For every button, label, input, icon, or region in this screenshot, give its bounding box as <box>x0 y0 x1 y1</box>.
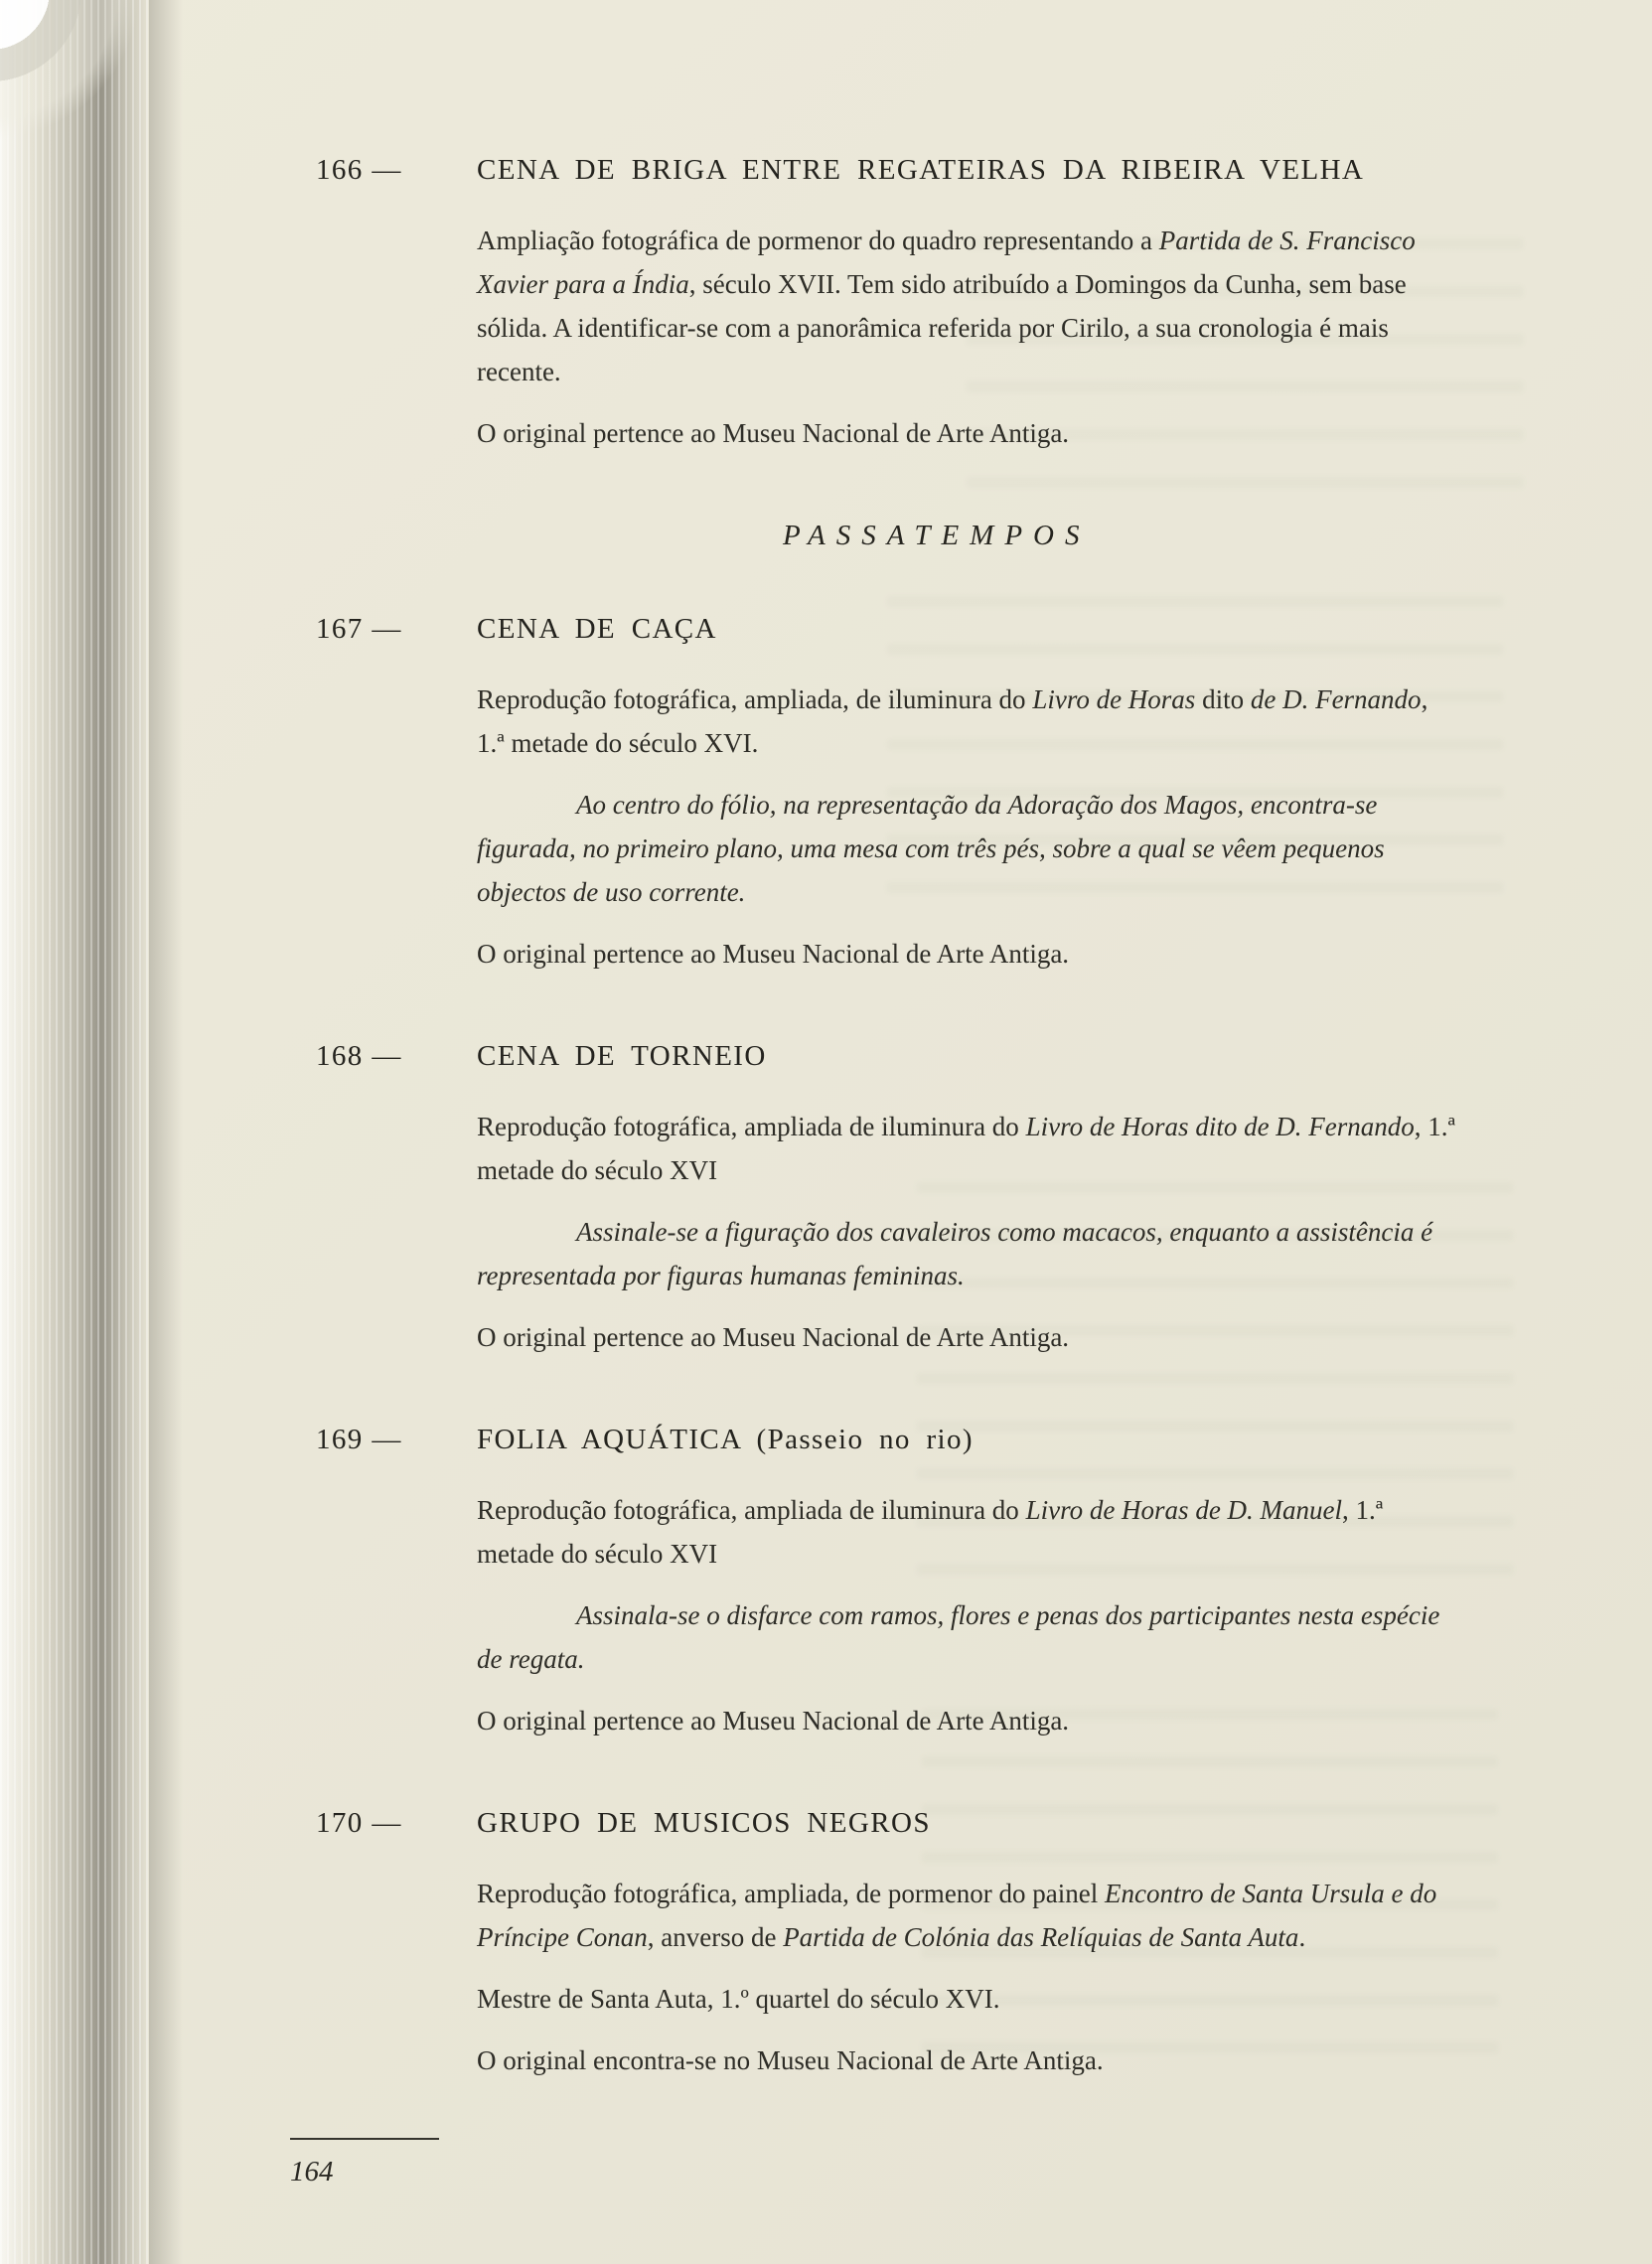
entry-title: CENA DE BRIGA ENTRE REGATEIRAS DA RIBEIRA VELHA <box>477 154 1365 186</box>
entry-title: CENA DE CAÇA <box>477 613 717 645</box>
text-run: Reprodução fotográfica, ampliada de iluminura do <box>477 1112 1026 1141</box>
text-run: O original pertence ao Museu Nacional de Arte Antiga. <box>477 1706 1070 1736</box>
entry-heading <box>316 608 1533 650</box>
entry-title: GRUPO DE MUSICOS NEGROS <box>477 1807 931 1839</box>
text-run: de D. Fernando <box>1250 684 1422 714</box>
text-run: Assinale-se a figuração dos cavaleiros como macacos, enquanto a assistência é representada por figuras humanas femininas. <box>477 1217 1433 1290</box>
text-run: Assinala-se o disfarce com ramos, flores e penas dos participantes nesta espécie de regata. <box>477 1600 1440 1674</box>
entry-number: 169 — <box>316 1424 402 1455</box>
text-run: dito <box>1195 684 1251 714</box>
text-run: , 1.ª metade do século XVI. <box>477 684 1428 758</box>
text-run: Ao centro do fólio, na representação da Adoração dos Magos, encontra-se figurada, no primeiro plano, uma mesa com três pés, sobre a qual se vêem pequenos objectos de uso corrente. <box>477 790 1385 907</box>
entry-title: CENA DE TORNEIO <box>477 1040 767 1072</box>
catalog-entry <box>316 1035 1533 1359</box>
text-run: Reprodução fotográfica, ampliada de iluminura do <box>477 1495 1026 1525</box>
text-run: Partida de S. Francisco Xavier para a Índia <box>477 226 1416 299</box>
entry-paragraph <box>477 1315 1460 1359</box>
entry-heading <box>316 1419 1533 1460</box>
text-run: Mestre de Santa Auta, 1.º quartel do século XVI. <box>477 1984 1000 2014</box>
catalog-entry <box>316 149 1533 455</box>
text-run: . <box>1298 1922 1306 1952</box>
text-run: , anverso de <box>647 1922 784 1952</box>
catalog-entry <box>316 1419 1533 1742</box>
entry-paragraph <box>477 1105 1460 1192</box>
section-heading: PASSATEMPOS <box>783 520 1091 551</box>
text-run: Livro de Horas <box>1032 684 1196 714</box>
entry-number: 166 — <box>316 154 402 186</box>
entry-note-paragraph <box>477 783 1460 914</box>
entry-number: 167 — <box>316 613 402 645</box>
entry-title: FOLIA AQUÁTICA (Passeio no rio) <box>477 1424 974 1455</box>
catalog-entry <box>316 608 1533 976</box>
entry-paragraph <box>477 2038 1460 2082</box>
entry-paragraph <box>477 1977 1460 2021</box>
page-footer <box>290 2138 439 2189</box>
entry-note-paragraph <box>477 1593 1460 1681</box>
text-run: Encontro de Santa Ursula e do Príncipe Conan <box>477 1879 1437 1952</box>
entry-paragraph <box>477 411 1460 455</box>
page-number: 164 <box>290 2156 334 2188</box>
entry-paragraph <box>477 678 1460 765</box>
text-run: Reprodução fotográfica, ampliada, de pormenor do painel <box>477 1879 1106 1908</box>
entry-heading <box>316 1035 1533 1077</box>
text-run: , 1.ª metade do século XVI <box>477 1495 1384 1569</box>
entry-paragraph <box>477 219 1460 393</box>
text-run: Livro de Horas dito de D. Fernando <box>1025 1112 1415 1141</box>
entry-paragraph <box>477 932 1460 976</box>
entry-heading <box>316 149 1533 191</box>
text-run: O original encontra-se no Museu Nacional de Arte Antiga. <box>477 2045 1104 2075</box>
text-run: O original pertence ao Museu Nacional de Arte Antiga. <box>477 939 1070 969</box>
entry-paragraph <box>477 1488 1460 1576</box>
entry-number: 168 — <box>316 1040 402 1072</box>
text-run: O original pertence ao Museu Nacional de Arte Antiga. <box>477 1322 1070 1352</box>
text-run: , 1.ª metade do século XVI <box>477 1112 1455 1185</box>
text-run: Reprodução fotográfica, ampliada, de iluminura do <box>477 684 1033 714</box>
entry-number: 170 — <box>316 1807 402 1839</box>
text-run: O original pertence ao Museu Nacional de Arte Antiga. <box>477 418 1070 448</box>
entry-paragraph <box>477 1699 1460 1742</box>
entry-note-paragraph <box>477 1210 1460 1297</box>
text-run: , século XVII. Tem sido atribuído a Domingos da Cunha, sem base sólida. A identificar-se com a panorâmica referida por Cirilo, a sua cronologia é mais recente. <box>477 269 1407 386</box>
footer-rule <box>290 2138 439 2140</box>
catalog-entry <box>316 1802 1533 2082</box>
text-run: Partida de Colónia das Relíquias de Santa Auta <box>783 1922 1299 1952</box>
text-run: Livro de Horas de D. Manuel <box>1025 1495 1343 1525</box>
entry-heading <box>316 1802 1533 1844</box>
entry-paragraph <box>477 1872 1460 1959</box>
text-run: Ampliação fotográfica de pormenor do quadro representando a <box>477 226 1159 255</box>
